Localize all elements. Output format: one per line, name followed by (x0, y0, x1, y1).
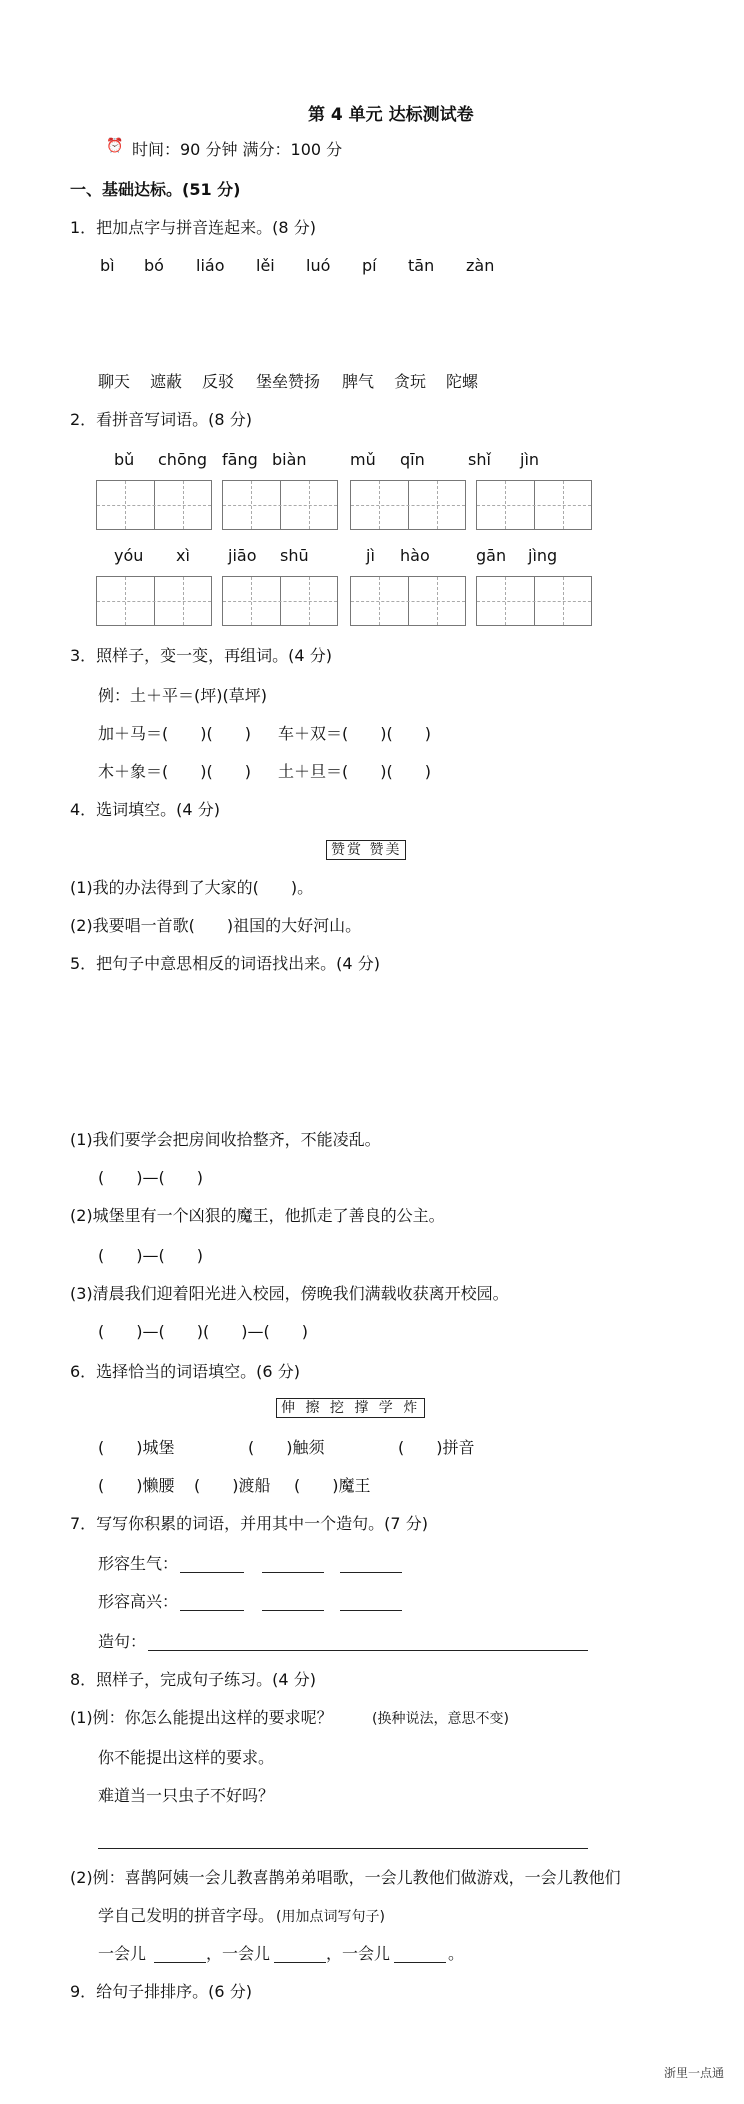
word-item: 聊天 (98, 372, 131, 391)
answer-line[interactable] (262, 1610, 324, 1611)
q6-item: ( )魔王 (294, 1476, 371, 1495)
pinyin-item: qīn (400, 450, 425, 469)
word-options-box: 赞赏 赞美 (326, 840, 406, 860)
q6-item: ( )拼音 (398, 1438, 475, 1457)
word-item: 脾气 (342, 372, 375, 391)
word-options-box: 伸 擦 挖 撑 学 炸 (276, 1398, 425, 1418)
answer-line[interactable] (340, 1610, 402, 1611)
q6-item: ( )城堡 (98, 1438, 175, 1457)
writing-grid[interactable] (222, 576, 338, 626)
answer-line[interactable] (98, 1848, 588, 1849)
pinyin-item: bì (100, 256, 115, 275)
q6-item: ( )渡船 (194, 1476, 271, 1495)
answer-line[interactable] (180, 1610, 244, 1611)
answer-line[interactable] (274, 1962, 326, 1963)
pinyin-item: zàn (466, 256, 495, 275)
q8-note: (用加点词写句子) (276, 1909, 385, 1925)
q8-text: 学自己发明的拼音字母。 (98, 1906, 275, 1925)
pinyin-item: tān (408, 256, 435, 275)
q6-prompt: 6．选择恰当的词语填空。(6 分) (70, 1362, 300, 1381)
q5-answer: ( )—( ) (98, 1168, 203, 1187)
q5-sentence: (3)清晨我们迎着阳光进入校园，傍晚我们满载收获离开校园。 (70, 1284, 509, 1303)
pinyin-item: biàn (272, 450, 307, 469)
q3-item: 车＋双＝( )( ) (278, 724, 431, 743)
section-heading: 一、基础达标。(51 分) (70, 180, 241, 199)
answer-line[interactable] (148, 1650, 588, 1651)
q4-sentence: (1)我的办法得到了大家的( )。 (70, 878, 314, 897)
footer-brand: 浙里一点通 (664, 2066, 725, 2080)
writing-grid[interactable] (350, 576, 466, 626)
word-item: 遮蔽 (150, 372, 183, 391)
q8-text: 难道当一只虫子不好吗？ (98, 1786, 275, 1805)
pinyin-item: jì (366, 546, 375, 565)
q3-prompt: 3．照样子，变一变，再组词。(4 分) (70, 646, 332, 665)
q5-sentence: (2)城堡里有一个凶狠的魔王，他抓走了善良的公主。 (70, 1206, 445, 1225)
pinyin-item: jìn (520, 450, 540, 469)
writing-grid[interactable] (476, 480, 592, 530)
q3-item: 加＋马＝( )( ) (98, 724, 251, 743)
pinyin-item: pí (362, 256, 377, 275)
pinyin-item: bó (144, 256, 164, 275)
q6-item: ( )触须 (248, 1438, 325, 1457)
q7-prompt: 7．写写你积累的词语，并用其中一个造句。(7 分) (70, 1514, 428, 1533)
pinyin-item: fāng (222, 450, 258, 469)
q3-example: 例：土＋平＝(坪)(草坪) (98, 686, 267, 705)
pinyin-item: lěi (256, 256, 275, 275)
q8-text: 你不能提出这样的要求。 (98, 1748, 275, 1767)
pinyin-item: luó (306, 256, 331, 275)
q7-label: 造句： (98, 1632, 147, 1651)
pinyin-item: shǐ (468, 450, 491, 469)
answer-line[interactable] (262, 1572, 324, 1573)
pinyin-item: mǔ (350, 450, 376, 469)
writing-grid[interactable] (350, 480, 466, 530)
q8-text: (2)例：喜鹊阿姨一会儿教喜鹊弟弟唱歌，一会儿教他们做游戏，一会儿教他们 (70, 1868, 621, 1887)
q4-prompt: 4．选词填空。(4 分) (70, 800, 220, 819)
q8-fill-text: ，一会儿 (326, 1944, 391, 1963)
writing-grid[interactable] (96, 576, 212, 626)
writing-grid[interactable] (96, 480, 212, 530)
word-item: 贪玩 (394, 372, 427, 391)
q3-item: 土＋旦＝( )( ) (278, 762, 431, 781)
page-title: 第 4 单元 达标测试卷 (308, 105, 474, 125)
q5-sentence: (1)我们要学会把房间收拾整齐，不能凌乱。 (70, 1130, 381, 1149)
alarm-clock-icon: ⏰ (106, 138, 124, 154)
q8-fill-text: ，一会儿 (206, 1944, 271, 1963)
writing-grid[interactable] (476, 576, 592, 626)
q5-answer: ( )—( )( )—( ) (98, 1322, 308, 1341)
q2-prompt: 2．看拼音写词语。(8 分) (70, 410, 252, 429)
pinyin-item: bǔ (114, 450, 135, 469)
word-item: 陀螺 (446, 372, 479, 391)
answer-line[interactable] (340, 1572, 402, 1573)
q6-item: ( )懒腰 (98, 1476, 175, 1495)
pinyin-item: yóu (114, 546, 144, 565)
pinyin-item: gān (476, 546, 507, 565)
q8-fill-text: 一会儿 (98, 1944, 147, 1963)
answer-line[interactable] (180, 1572, 244, 1573)
pinyin-item: chōng (158, 450, 208, 469)
q7-label: 形容生气： (98, 1554, 179, 1573)
pinyin-item: shū (280, 546, 309, 565)
q8-note: (换种说法，意思不变) (372, 1711, 509, 1727)
pinyin-item: jiāo (228, 546, 257, 565)
q5-prompt: 5．把句子中意思相反的词语找出来。(4 分) (70, 954, 380, 973)
q8-prompt: 8．照样子，完成句子练习。(4 分) (70, 1670, 316, 1689)
answer-line[interactable] (394, 1962, 446, 1963)
writing-grid[interactable] (222, 480, 338, 530)
q3-item: 木＋象＝( )( ) (98, 762, 251, 781)
q9-prompt: 9．给句子排排序。(6 分) (70, 1982, 252, 2001)
answer-line[interactable] (154, 1962, 206, 1963)
q7-label: 形容高兴： (98, 1592, 179, 1611)
q5-answer: ( )—( ) (98, 1246, 203, 1265)
word-item: 反驳 (202, 372, 235, 391)
pinyin-item: liáo (196, 256, 225, 275)
pinyin-item: xì (176, 546, 190, 565)
pinyin-item: jìng (528, 546, 558, 565)
q8-example: (1)例：你怎么能提出这样的要求呢？ (70, 1708, 333, 1727)
q8-fill-text: 。 (448, 1944, 465, 1963)
q1-prompt: 1．把加点字与拼音连起来。(8 分) (70, 218, 316, 237)
word-item: 堡垒赞扬 (256, 372, 321, 391)
pinyin-item: hào (400, 546, 430, 565)
time-info: 时间：90 分钟 满分：100 分 (132, 140, 343, 159)
q4-sentence: (2)我要唱一首歌( )祖国的大好河山。 (70, 916, 362, 935)
